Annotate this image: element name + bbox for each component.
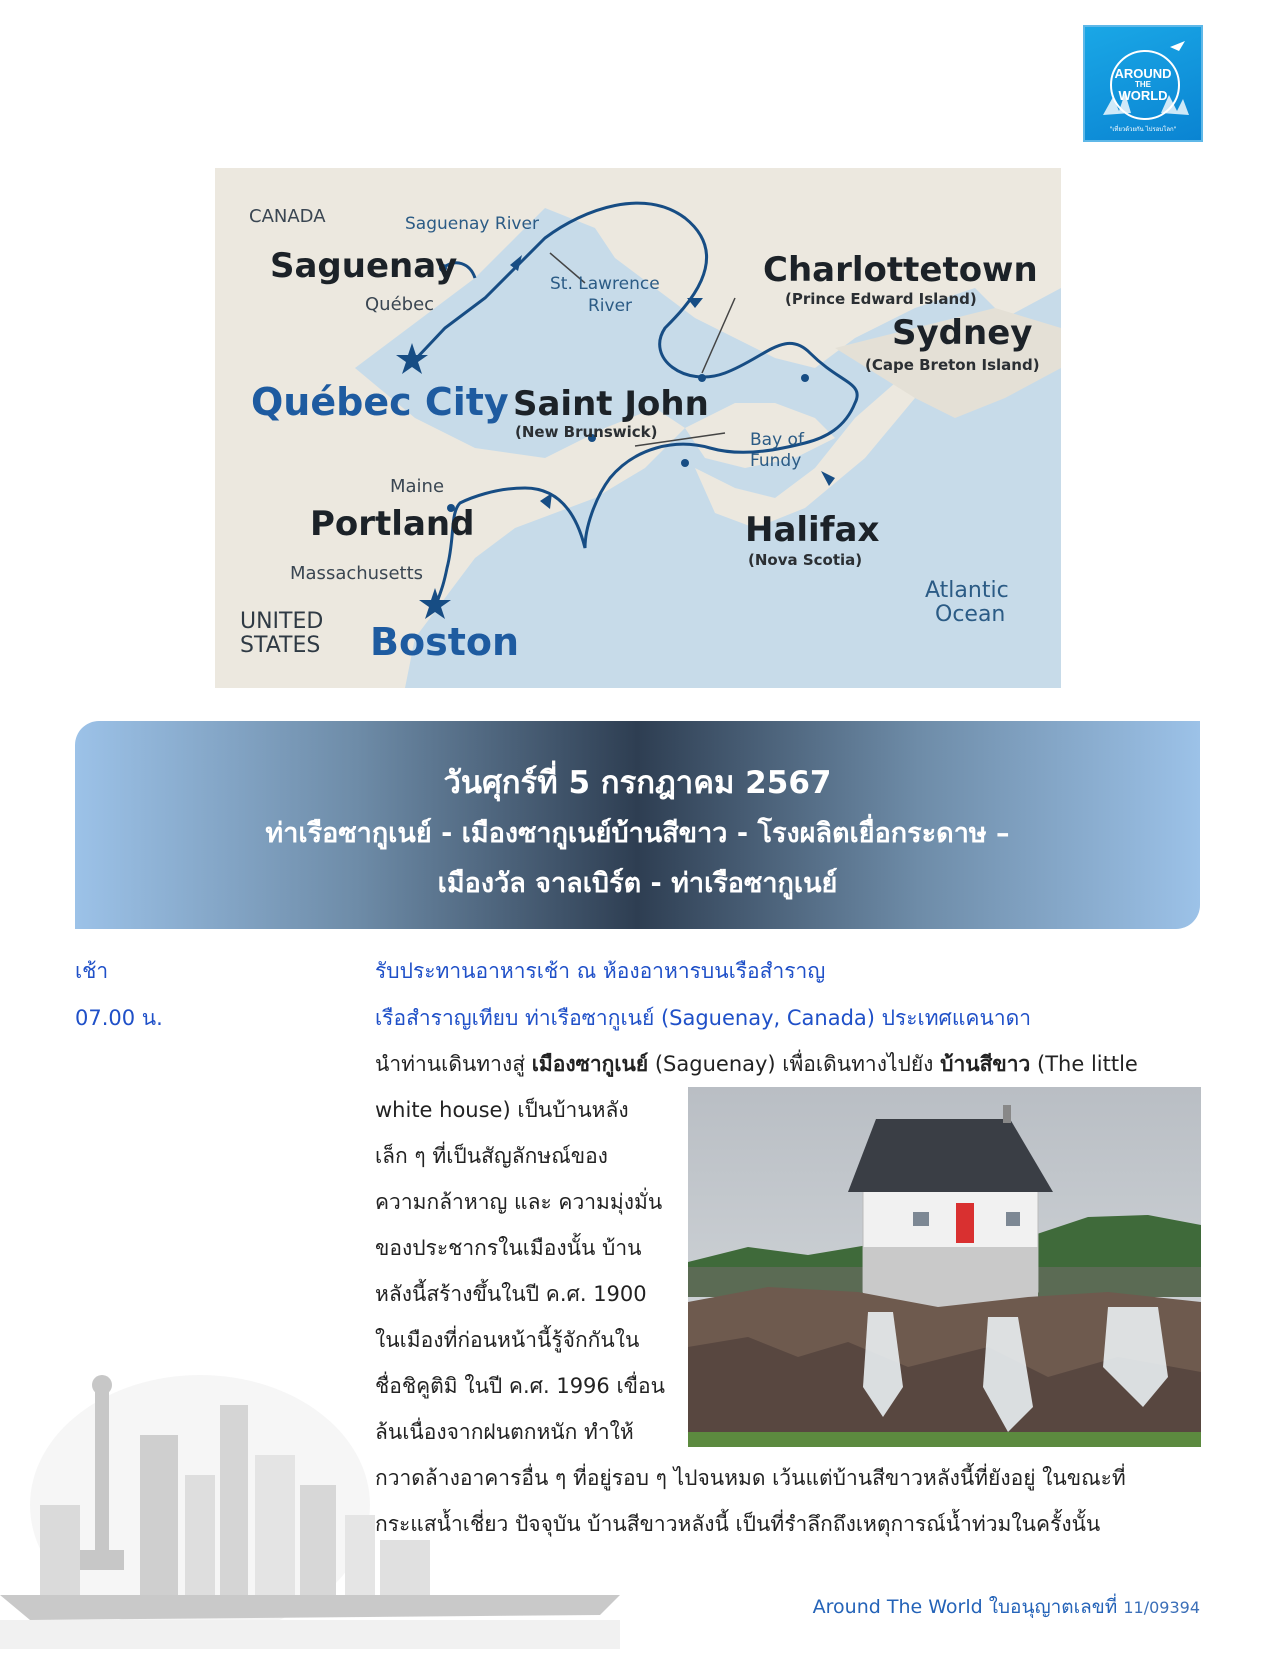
label-fundy: Fundy (750, 451, 802, 471)
day-date: วันศุกร์ที่ 5 กรกฎาคม 2567 (443, 765, 832, 801)
quebec-city-star-icon (396, 343, 428, 374)
paragraph-line: ในเมืองที่ก่อนหน้านี้รู้จักกันใน (375, 1328, 640, 1352)
charlottetown-dot (698, 374, 706, 382)
paragraph-line: เล็ก ๆ ที่เป็นสัญลักษณ์ของ (375, 1144, 608, 1168)
label-new-brunswick: (New Brunswick) (515, 423, 658, 441)
city-skyline-icon (0, 1345, 620, 1649)
label-united: UNITED (240, 609, 324, 634)
label-quebec-city: Québec City (251, 380, 509, 424)
paragraph-line: ชื่อชิคูติมิ ในปี ค.ศ. 1996 เขื่อน (375, 1374, 665, 1398)
label-pei: (Prince Edward Island) (785, 290, 977, 308)
paragraph-line: หลังนี้สร้างขึ้นในปี ค.ศ. 1900 (375, 1282, 647, 1306)
day-banner (75, 721, 1200, 929)
label-saguenay: Saguenay (270, 246, 458, 286)
label-ocean: Ocean (935, 602, 1006, 627)
label-st-lawrence: St. Lawrence (550, 274, 660, 294)
day-route-line2: เมืองวัล จาลเบิร์ต - ท่าเรือซากูเนย์ (437, 868, 838, 899)
label-maine: Maine (390, 476, 445, 497)
company-logo (1083, 25, 1203, 142)
paragraph-line: ล้นเนื่องจากฝนตกหนัก ทำให้ (375, 1420, 634, 1444)
label-states: STATES (240, 633, 321, 658)
label-bay-of: Bay of (750, 430, 804, 450)
label-nova-scotia: (Nova Scotia) (748, 551, 863, 569)
schedule-item: เรือสำราญเทียบ ท่าเรือซากูเนย์ (Saguenay, Canada) ประเทศแคนาดา (375, 1006, 1032, 1030)
day-route-line1: ท่าเรือซากูเนย์ - เมืองซากูเนย์บ้านสีขาว - โรงผลิตเยื่อกระดาษ – (265, 818, 1010, 849)
schedule-time: 07.00 น. (75, 1006, 163, 1030)
paragraph-line: กระแสน้ำเชี่ยว ปัจจุบัน บ้านสีขาวหลังนี้ เป็นที่รำลึกถึงเหตุการณ์น้ำท่วมในครั้งนั้น (375, 1512, 1101, 1536)
decorative-skyline (0, 1345, 620, 1649)
label-atlantic: Atlantic (925, 578, 1009, 603)
label-sydney: Sydney (892, 313, 1033, 353)
paragraph-line: กวาดล้างอาคารอื่น ๆ ที่อยู่รอบ ๆ ไปจนหมด เว้นแต่บ้านสีขาวหลังนี้ที่ยังอยู่ ในขณะที่ (375, 1466, 1126, 1490)
logo-wordmark: AROUND THE WORLD (1114, 66, 1172, 103)
label-boston: Boston (370, 620, 520, 664)
label-canada: CANADA (249, 206, 326, 227)
label-cape-breton: (Cape Breton Island) (865, 356, 1040, 374)
paragraph-line: ความกล้าหาญ และ ความมุ่งมั่น (375, 1190, 663, 1214)
paragraph-line: ของประชากรในเมืองนั้น บ้าน (375, 1236, 642, 1260)
sydney-dot (801, 374, 809, 382)
label-halifax: Halifax (745, 510, 880, 550)
halifax-dot (681, 459, 689, 467)
cruise-route-map (215, 168, 1061, 688)
little-white-house-photo (688, 1087, 1201, 1447)
label-quebec: Québec (365, 294, 435, 315)
paragraph-line: white house) เป็นบ้านหลัง (375, 1098, 629, 1122)
label-portland: Portland (310, 504, 475, 544)
license-number: 11/09394 (1123, 1598, 1200, 1617)
paragraph-intro: นำท่านเดินทางสู่ เมืองซากูเนย์ (Saguenay) เพื่อเดินทางไปยัง บ้านสีขาว (The little (375, 1052, 1138, 1076)
schedule-item: รับประทานอาหารเช้า ณ ห้องอาหารบนเรือสำราญ (375, 959, 826, 983)
schedule-time: เช้า (75, 959, 109, 983)
label-saguenay-river: Saguenay River (405, 214, 539, 234)
label-massachusetts: Massachusetts (290, 563, 424, 584)
label-charlottetown: Charlottetown (763, 250, 1038, 290)
logo-slogan: "เที่ยวด้วยกัน ไปรอบโลก" (1109, 126, 1177, 133)
label-river: River (588, 296, 633, 316)
footer-license: Around The World ใบอนุญาตเลขที่ 11/09394 (812, 1596, 1200, 1618)
house-illustration (688, 1087, 1201, 1447)
label-saint-john: Saint John (513, 384, 709, 424)
